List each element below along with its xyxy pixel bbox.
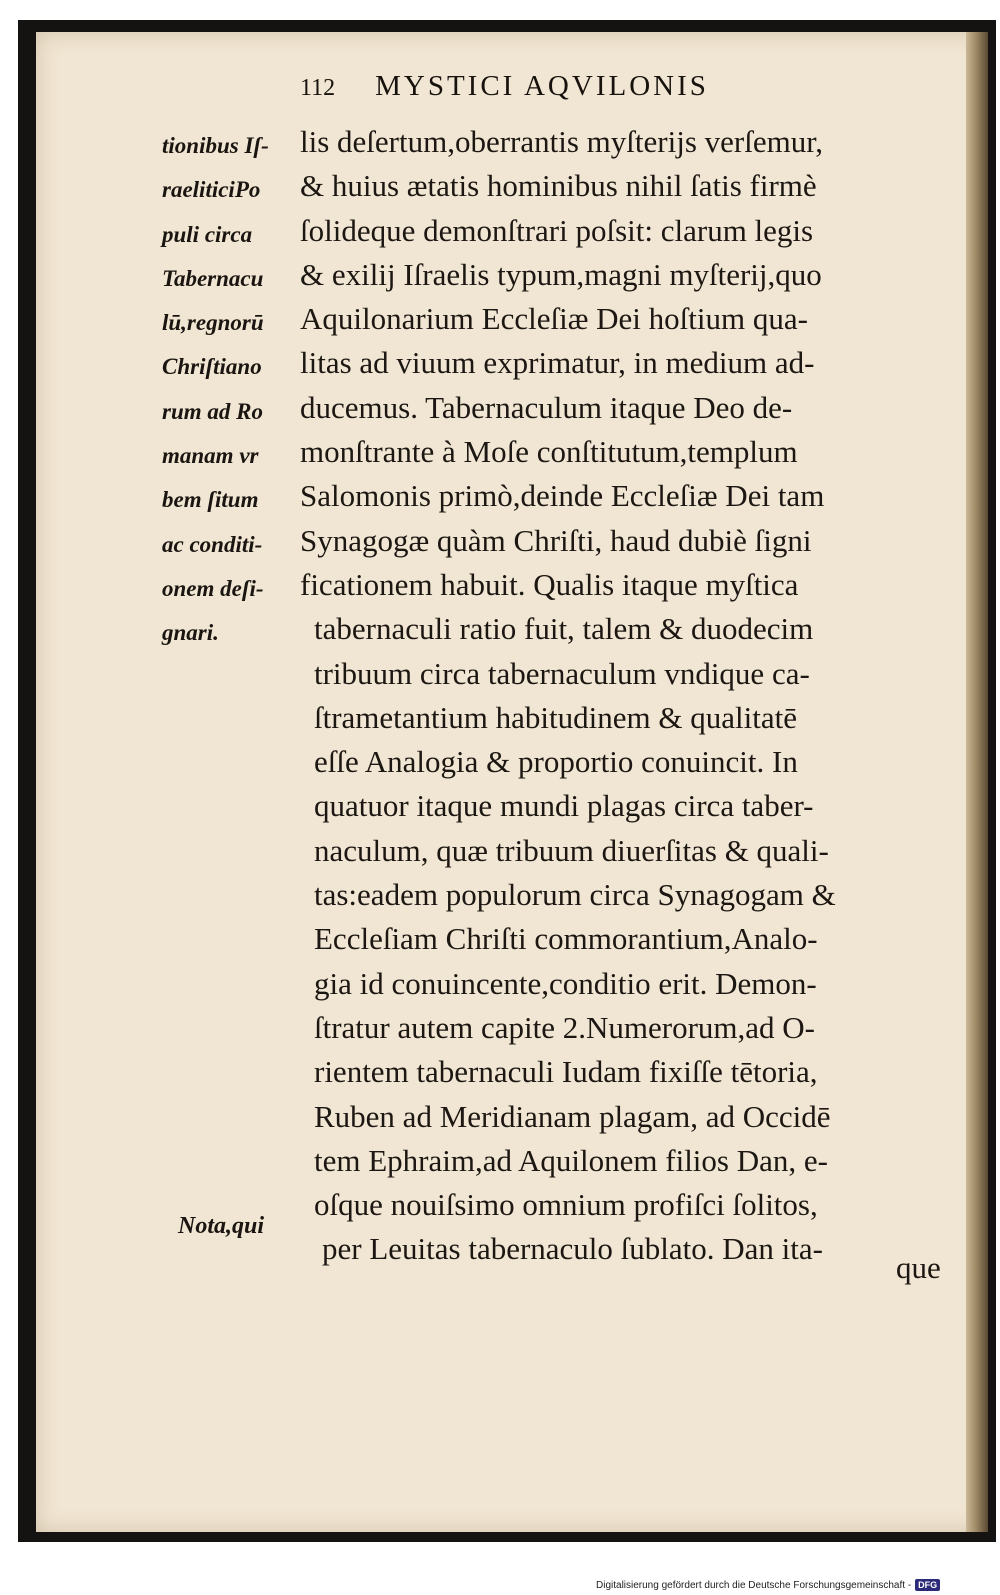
margin-note-line: ac conditi- (162, 531, 263, 557)
margin-note-line: tionibus Iſ- (162, 133, 269, 158)
running-head (300, 70, 940, 114)
text-line: lis deſertum,oberrantis myſterijs verſemur, (300, 124, 824, 159)
footer-text: Digitalisierung gefördert durch die Deutsche Forschungsgemeinschaft - (596, 1579, 912, 1591)
text-line: & huius ætatis hominibus nihil ſatis firmè (300, 168, 817, 204)
margin-note-line: manam vr (162, 443, 259, 469)
text-line: gia id conuincente,conditio erit. Demon- (314, 965, 817, 1001)
text-line: tem Ephraim,ad Aquilonem filios Dan, e- (314, 1142, 828, 1178)
margin-note-line: lū,regnorū (162, 310, 264, 336)
margin-note-nota: Nota,qui (178, 1213, 265, 1239)
margin-note-line: raeliticiPo (162, 177, 261, 203)
text-line: ſtrametantium habitudinem & qualitatē (314, 699, 797, 735)
text-line: Ruben ad Meridianam plagam, ad Occidē (314, 1098, 831, 1134)
margin-note-line: Chriſtiano (162, 354, 262, 380)
text-line: ſtratur autem capite 2.Numerorum,ad O- (314, 1009, 815, 1045)
text-line: litas ad viuum exprimatur, in medium ad- (300, 345, 815, 381)
text-line: tribuum circa tabernaculum vndique ca- (314, 655, 810, 691)
text-line: tabernaculi ratio fuit, talem & duodecim (314, 611, 814, 647)
margin-note-line: bem ſitum (162, 487, 259, 513)
text-line: ducemus. Tabernaculum itaque Deo de- (300, 389, 793, 425)
text-line: ficationem habuit. Qualis itaque myſtica (300, 566, 799, 602)
text-line: per Leuitas tabernaculo ſublato. Dan ita- (322, 1231, 823, 1267)
margin-note-line: Tabernacu (162, 265, 264, 291)
digitization-footer (596, 1577, 996, 1593)
dfg-logo: DFG (915, 1579, 940, 1591)
text-line: Eccleſiam Chriſti commorantium,Analo- (314, 921, 818, 957)
text-line: Aquilonarium Eccleſiæ Dei hoſtium qua- (300, 301, 808, 337)
body-text (300, 120, 960, 1272)
text-line: Synagogæ quàm Chriſti, haud dubiè ſigni (300, 522, 812, 558)
text-line: & exilij Iſraelis typum,magni myſterij,quo (300, 256, 822, 292)
page-edge (966, 32, 988, 1532)
text-line: eſſe Analogia & proportio conuincit. In (314, 744, 798, 780)
text-line: oſque nouiſsimo omnium profiſci ſolitos, (314, 1187, 818, 1223)
running-title: MYSTICI AQVILONIS (375, 70, 709, 102)
catchword: que (896, 1250, 941, 1285)
text-line: tas:eadem populorum circa Synagogam & (314, 877, 836, 913)
margin-note-line: puli circa (162, 221, 253, 247)
margin-note-line: onem deſi- (162, 575, 264, 601)
text-line: monſtrante à Moſe conſtitutum,templum (300, 434, 798, 470)
page-number: 112 (300, 75, 336, 101)
text-line: Salomonis primò,deinde Eccleſiæ Dei tam (300, 478, 825, 514)
margin-note-line: gnari. (162, 620, 219, 646)
margin-note-line: rum ad Ro (162, 398, 263, 424)
margin-note (162, 124, 312, 656)
text-line: rientem tabernaculi Iudam fixiſſe tētoria, (314, 1054, 818, 1090)
text-line: naculum, quæ tribuum diuerſitas & quali- (314, 832, 829, 868)
text-line: ſolideque demonſtrari poſsit: clarum legis (300, 212, 814, 248)
text-line: quatuor itaque mundi plagas circa taber- (314, 788, 814, 824)
